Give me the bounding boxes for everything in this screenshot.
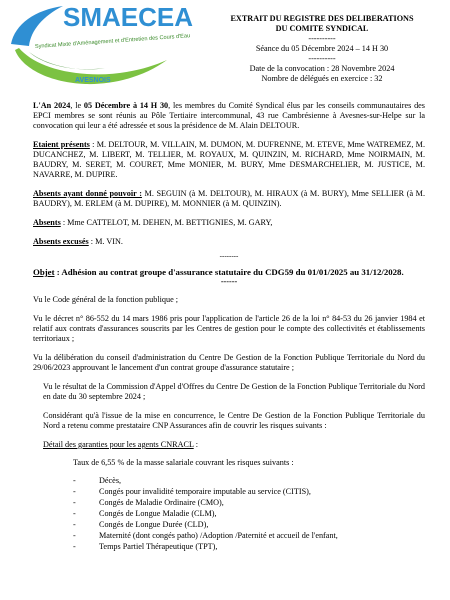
convocation-date: Date de la convocation : 28 Novembre 2024 (249, 64, 395, 73)
intro-text: , les membres du Comité Syndical élus par les conseils communautaires des EPCI membres se sont réunis au Pôle Tertiaire intercommunal, 43 rue Cambrésienne à Avesnes-sur-Helpe sur la convocation qui leur a été adressée et sous la présidence de M. Alain DELTOUR. (33, 101, 425, 130)
garanties-list (33, 476, 425, 552)
list-item: - Décès, (73, 476, 425, 486)
register-title-1: EXTRAIT DU REGISTRE DES DELIBERATIONS (230, 14, 414, 23)
list-item: - Maternité (dont congés patho) /Adoption /Paternité et accueil de l'enfant, (73, 531, 425, 541)
garanties-heading (33, 440, 425, 450)
absents-label: Absents (33, 218, 61, 227)
objet-paragraph (33, 267, 425, 277)
list-item: - Temps Partiel Thérapeutique (TPT), (73, 542, 425, 552)
separator: -------- (219, 252, 239, 260)
visa-decret: Vu le décret n° 86-552 du 14 mars 1986 pris pour l'application de l'article 26 de la loi n° 84-53 du 26 janvier 1984 et relatif aux contrats d'assurances souscrits par les Centres de gestion pour le compte des collectivités et établissements territoriaux ; (33, 314, 425, 343)
logo-graphic (5, 2, 210, 90)
presents-list: : M. DELTOUR, M. VILLAIN, M. DUMON, M. DUFRENNE, M. ETEVE, Mme WATREMEZ, M. DUCANCHEZ, M. LIBERT, M. TELLIER, M. ROYAUX, M. QUINZIN, M. RICHARD, Mme NOIRMAIN, M. BAUDRY, M. SERET, M. COURET, Mme MONIER, M. BURY, Mme DESMARCHELIER, M. JUSTICE, M. NAVARRE, M. DUPIRE. (33, 140, 425, 179)
excuses-paragraph (33, 237, 425, 247)
logo-subtitle: Syndicat Mixte d'Aménagement et d'Entretien des Cours d'Eau (34, 33, 191, 50)
taux-text: Taux de 6,55 % de la masse salariale couvrant les risques suivants : (73, 458, 294, 467)
excuses-label: Absents excusés (33, 237, 89, 246)
logo-blue-swoosh (11, 6, 63, 46)
smaecea-logo (5, 2, 210, 90)
considerant: Considérant qu'à l'issue de la mise en concurrence, le Centre De Gestion de la Fonction Publique Territoriale du Nord a retenu comme prestataire CNP Assurances afin de couvrir les risques suivants : (43, 411, 425, 430)
visa-code: Vu le Code général de la fonction publique ; (33, 295, 179, 304)
garanties-title-suffix: : (193, 440, 199, 449)
list-item: - Congés de Maladie Ordinaire (CMO), (73, 498, 425, 508)
register-header (212, 14, 432, 84)
register-title-2: DU COMITE SYNDICAL (275, 24, 369, 33)
delegates-count: Nombre de délégués en exercice : 32 (261, 74, 383, 83)
logo-region: AVESNOIS (75, 77, 111, 84)
pouvoir-paragraph (33, 189, 425, 209)
list-item: - Congés pour invalidité temporaire imputable au service (CITIS), (73, 487, 425, 497)
objet-text: : Adhésion au contrat groupe d'assurance statutaire du CDG59 du 01/01/2025 au 31/12/2028. (54, 267, 404, 277)
objet-dashes: ------ (220, 277, 238, 286)
visa-deliberation: Vu la délibération du conseil d'administration du Centre De Gestion de la Fonction Publique Territoriale du Nord du 29/06/2023 approuvant le lancement d'un contrat groupe d'assurance statutaire ; (33, 353, 425, 372)
logo-name: SMAECEA (63, 2, 194, 32)
pouvoir-list: M. SEGUIN (à M. DELTOUR), M. HIRAUX (à M. BURY), Mme SELLIER (à M. BAUDRY), M. ERLEM (à M. DUPIRE), M. MONNIER (à M. QUINZIN). (33, 189, 425, 208)
presents-label: Etaient présents (33, 140, 90, 149)
objet-label: Objet (33, 267, 55, 277)
deliberation-body (33, 101, 425, 553)
list-item: - Congés de Longue Maladie (CLM), (73, 509, 425, 519)
intro-year: L'An 2024 (33, 101, 71, 110)
register-dashes-1: ---------- (308, 34, 336, 43)
pouvoir-label: Absents ayant donné pouvoir : (33, 189, 142, 198)
register-dashes-2: ---------- (308, 54, 336, 63)
garanties-title: Détail des garanties pour les agents CNRACL (43, 440, 194, 449)
visa-commission: Vu le résultat de la Commission d'Appel d'Offres du Centre De Gestion de la Fonction Publique Territoriale du Nord en date du 30 septembre 2024 ; (43, 382, 425, 401)
intro-date: 05 Décembre à 14 H 30 (83, 101, 169, 110)
presents-paragraph (33, 140, 425, 180)
excuses-list: : M. VIN. (88, 237, 123, 246)
absents-paragraph (33, 218, 425, 228)
intro-mid: , le (70, 101, 84, 110)
intro-paragraph (33, 101, 425, 131)
list-item: - Congés de Longue Durée (CLD), (73, 520, 425, 530)
seance-date: Séance du 05 Décembre 2024 – 14 H 30 (255, 44, 389, 53)
absents-list: : Mme CATTELOT, M. DEHEN, M. BETTIGNIES, M. GARY, (60, 218, 273, 227)
